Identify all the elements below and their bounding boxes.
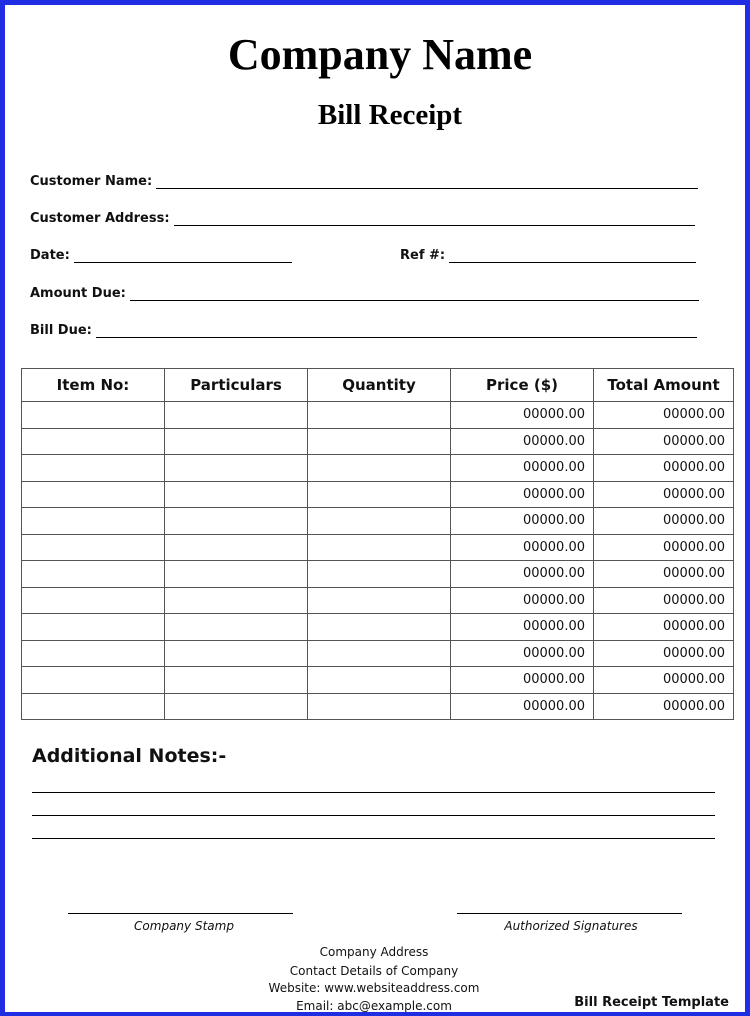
items-table-body — [22, 402, 734, 720]
cell-price[interactable]: 00000.00 — [451, 667, 594, 694]
cell-quantity[interactable] — [308, 640, 451, 667]
cell-quantity[interactable] — [308, 481, 451, 508]
cell-price[interactable]: 00000.00 — [451, 534, 594, 561]
cell-price[interactable]: 00000.00 — [451, 693, 594, 720]
date-label: Date: — [30, 248, 70, 263]
cell-item-no[interactable] — [22, 481, 165, 508]
cell-item-no[interactable] — [22, 614, 165, 641]
table-row — [22, 587, 734, 614]
cell-quantity[interactable] — [308, 428, 451, 455]
bill-due-label: Bill Due: — [30, 323, 92, 338]
cell-total-amount[interactable]: 00000.00 — [594, 640, 734, 667]
cell-total-amount[interactable]: 00000.00 — [594, 508, 734, 535]
footer-email[interactable]: Email: abc@example.com — [296, 999, 452, 1013]
footer-contact-details: Contact Details of Company — [289, 964, 459, 978]
company-stamp-line[interactable] — [68, 913, 293, 914]
column-header-item-no: Item No: — [22, 369, 165, 402]
template-label: Bill Receipt Template — [574, 995, 729, 1010]
ref-line[interactable] — [449, 250, 696, 263]
footer-company-address: Company Address — [319, 945, 429, 959]
cell-total-amount[interactable]: 00000.00 — [594, 667, 734, 694]
cell-item-no[interactable] — [22, 667, 165, 694]
column-header-total-amount: Total Amount — [594, 369, 734, 402]
cell-price[interactable]: 00000.00 — [451, 481, 594, 508]
table-row — [22, 693, 734, 720]
cell-particulars[interactable] — [165, 614, 308, 641]
cell-quantity[interactable] — [308, 402, 451, 429]
cell-quantity[interactable] — [308, 587, 451, 614]
cell-total-amount[interactable]: 00000.00 — [594, 481, 734, 508]
amount-due-field[interactable] — [30, 286, 699, 301]
cell-quantity[interactable] — [308, 534, 451, 561]
bill-due-line[interactable] — [96, 325, 697, 338]
ref-field[interactable] — [400, 248, 696, 263]
cell-price[interactable]: 00000.00 — [451, 614, 594, 641]
authorized-signature-line[interactable] — [457, 913, 682, 914]
table-row — [22, 640, 734, 667]
company-name: Company Name — [227, 30, 533, 79]
table-row — [22, 428, 734, 455]
column-header-particulars: Particulars — [165, 369, 308, 402]
cell-item-no[interactable] — [22, 402, 165, 429]
cell-price[interactable]: 00000.00 — [451, 455, 594, 482]
table-header-row — [22, 369, 734, 402]
customer-address-label: Customer Address: — [30, 211, 170, 226]
cell-quantity[interactable] — [308, 693, 451, 720]
table-row — [22, 508, 734, 535]
cell-quantity[interactable] — [308, 561, 451, 588]
document-title: Bill Receipt — [317, 99, 463, 131]
table-row — [22, 534, 734, 561]
table-row — [22, 481, 734, 508]
authorized-signature-label: Authorized Signatures — [504, 919, 638, 933]
customer-name-line[interactable] — [156, 176, 698, 189]
cell-particulars[interactable] — [165, 640, 308, 667]
cell-quantity[interactable] — [308, 667, 451, 694]
cell-total-amount[interactable]: 00000.00 — [594, 455, 734, 482]
cell-item-no[interactable] — [22, 508, 165, 535]
cell-item-no[interactable] — [22, 534, 165, 561]
cell-item-no[interactable] — [22, 428, 165, 455]
cell-item-no[interactable] — [22, 640, 165, 667]
table-row — [22, 455, 734, 482]
cell-quantity[interactable] — [308, 508, 451, 535]
table-row — [22, 614, 734, 641]
cell-price[interactable]: 00000.00 — [451, 428, 594, 455]
cell-particulars[interactable] — [165, 561, 308, 588]
company-stamp-label: Company Stamp — [134, 919, 234, 933]
cell-price[interactable]: 00000.00 — [451, 640, 594, 667]
cell-item-no[interactable] — [22, 693, 165, 720]
table-row — [22, 667, 734, 694]
cell-particulars[interactable] — [165, 481, 308, 508]
additional-notes-title: Additional Notes:- — [32, 745, 227, 767]
cell-particulars[interactable] — [165, 693, 308, 720]
cell-particulars[interactable] — [165, 508, 308, 535]
cell-particulars[interactable] — [165, 587, 308, 614]
customer-address-line[interactable] — [174, 213, 695, 226]
date-line[interactable] — [74, 250, 292, 263]
column-header-quantity: Quantity — [308, 369, 451, 402]
bill-due-field[interactable] — [30, 323, 697, 338]
cell-total-amount[interactable]: 00000.00 — [594, 402, 734, 429]
cell-price[interactable]: 00000.00 — [451, 561, 594, 588]
items-table — [21, 368, 734, 720]
cell-total-amount[interactable]: 00000.00 — [594, 561, 734, 588]
note-line[interactable] — [32, 792, 715, 793]
customer-name-label: Customer Name: — [30, 174, 153, 189]
ref-label: Ref #: — [400, 248, 446, 263]
cell-item-no[interactable] — [22, 587, 165, 614]
cell-total-amount[interactable]: 00000.00 — [594, 428, 734, 455]
cell-particulars[interactable] — [165, 428, 308, 455]
customer-name-field[interactable] — [30, 174, 698, 189]
note-line[interactable] — [32, 838, 715, 839]
amount-due-line[interactable] — [130, 288, 699, 301]
amount-due-label: Amount Due: — [30, 286, 126, 301]
column-header-price: Price ($) — [451, 369, 594, 402]
cell-price[interactable]: 00000.00 — [451, 587, 594, 614]
cell-quantity[interactable] — [308, 614, 451, 641]
table-row — [22, 561, 734, 588]
cell-price[interactable]: 00000.00 — [451, 508, 594, 535]
cell-quantity[interactable] — [308, 455, 451, 482]
cell-price[interactable]: 00000.00 — [451, 402, 594, 429]
table-row — [22, 402, 734, 429]
cell-total-amount[interactable]: 00000.00 — [594, 587, 734, 614]
cell-total-amount[interactable]: 00000.00 — [594, 693, 734, 720]
date-field[interactable] — [30, 248, 292, 263]
cell-total-amount[interactable]: 00000.00 — [594, 534, 734, 561]
cell-particulars[interactable] — [165, 667, 308, 694]
note-line[interactable] — [32, 815, 715, 816]
cell-total-amount[interactable]: 00000.00 — [594, 614, 734, 641]
cell-particulars[interactable] — [165, 534, 308, 561]
cell-particulars[interactable] — [165, 455, 308, 482]
cell-item-no[interactable] — [22, 561, 165, 588]
cell-particulars[interactable] — [165, 402, 308, 429]
footer-website[interactable]: Website: www.websiteaddress.com — [268, 981, 480, 995]
cell-item-no[interactable] — [22, 455, 165, 482]
customer-address-field[interactable] — [30, 211, 695, 226]
